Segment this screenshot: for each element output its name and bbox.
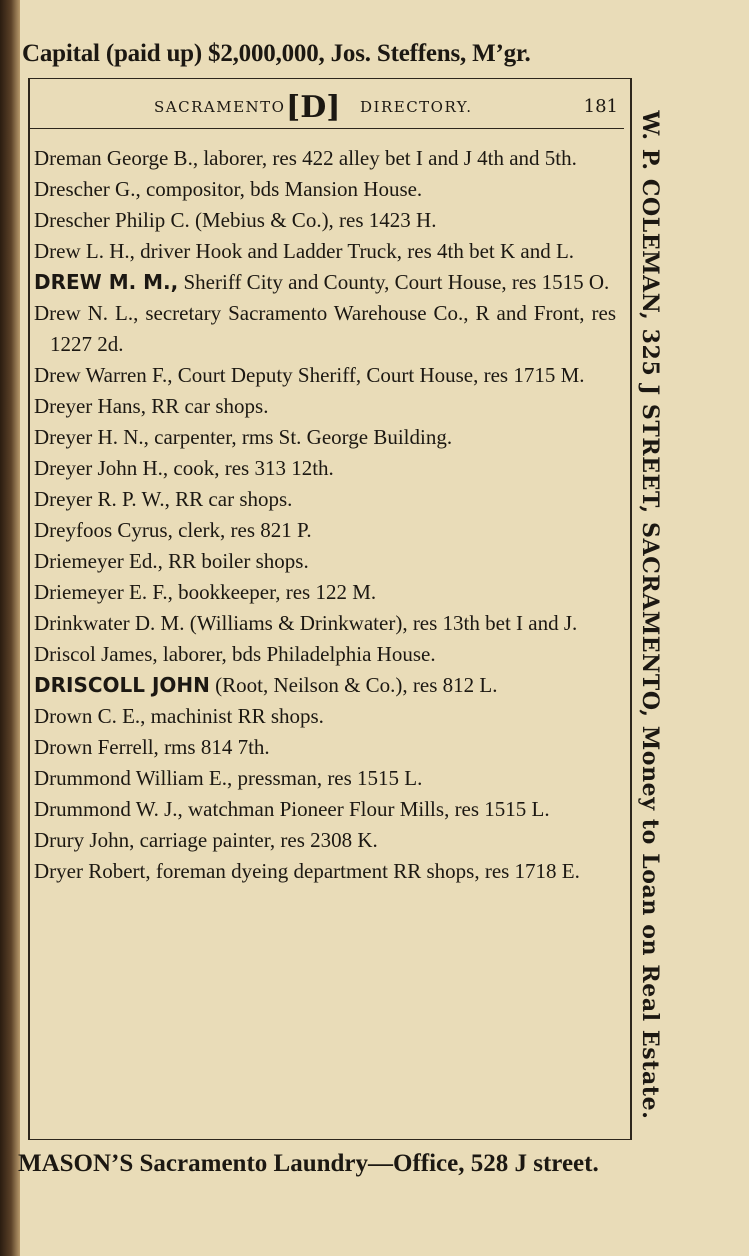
entry-detail: (Root, Neilson & Co.), res 812 L. (215, 673, 498, 697)
entry-detail: bookkeeper, res 122 M. (178, 580, 377, 604)
directory-entry (34, 577, 616, 608)
directory-entry (34, 236, 616, 267)
top-advertisement: Capital (paid up) $2,000,000, Jos. Steffens, M’gr. (22, 40, 531, 67)
entry-detail: (Williams & Drinkwater), res 13th bet I and J. (189, 611, 578, 635)
entry-name: Drury John, (34, 828, 135, 852)
entry-detail: driver Hook and Ladder Truck, res 4th bet K and L. (140, 239, 575, 263)
directory-entry (34, 484, 616, 515)
entry-name: Driemeyer E. F., (34, 580, 173, 604)
entry-detail: compositor, bds Mansion House. (145, 177, 423, 201)
directory-entry (34, 267, 616, 298)
entry-name: Drew N. L., (34, 301, 139, 325)
directory-entry (34, 391, 616, 422)
side-advertisement (624, 70, 676, 1160)
entry-detail: cook, res 313 12th. (173, 456, 334, 480)
directory-entry (34, 639, 616, 670)
entry-detail: RR car shops. (175, 487, 293, 511)
entry-name: Drummond W. J., (34, 797, 183, 821)
entry-detail: clerk, res 821 P. (178, 518, 312, 542)
entry-name: Drescher Philip C. (34, 208, 190, 232)
entry-name: Driemeyer Ed., (34, 549, 163, 573)
directory-entry (34, 205, 616, 236)
directory-entry (34, 546, 616, 577)
directory-entry (34, 608, 616, 639)
entry-name: Dreyer H. N., (34, 425, 149, 449)
directory-entry (34, 856, 616, 887)
entry-name: Dreyer R. P. W., (34, 487, 170, 511)
entry-name: Drew L. H., (34, 239, 135, 263)
directory-entry (34, 453, 616, 484)
directory-entry (34, 298, 616, 360)
directory-entry (34, 143, 616, 174)
directory-entry (34, 763, 616, 794)
entry-name: DRISCOLL JOHN (34, 673, 210, 697)
bottom-advertisement: MASON’S Sacramento Laundry—Office, 528 J street. (18, 1150, 599, 1177)
entry-name: Drown Ferrell, (34, 735, 159, 759)
header-title: DIRECTORY. (360, 98, 473, 116)
header-letter: [D] (286, 90, 341, 125)
entry-detail: foreman dyeing department RR shops, res 1718 E. (155, 859, 580, 883)
entry-detail: pressman, res 1515 L. (237, 766, 423, 790)
entry-name: Drew Warren F., (34, 363, 173, 387)
entry-detail: laborer, res 422 alley bet I and J 4th and 5th. (203, 146, 577, 170)
directory-entry (34, 670, 616, 701)
entry-name: Drescher G., (34, 177, 141, 201)
entry-detail: secretary Sacramento Warehouse Co., R and Front, res 1227 2d. (50, 301, 617, 356)
directory-entry (34, 732, 616, 763)
entry-name: Drinkwater D. M. (34, 611, 185, 635)
book-binding-edge (0, 0, 20, 1256)
entry-name: Dreyer John H., (34, 456, 169, 480)
entry-name: Dreman George B., (34, 146, 199, 170)
entry-detail: RR car shops. (151, 394, 269, 418)
entry-detail: rms 814 7th. (164, 735, 270, 759)
entry-detail: watchman Pioneer Flour Mills, res 1515 L. (188, 797, 550, 821)
entry-detail: (Mebius & Co.), res 1423 H. (194, 208, 437, 232)
side-advertisement-text: W. P. COLEMAN, 325 J STREET, SACRAMENTO, Money to Loan on Real Estate. (637, 110, 663, 1120)
entry-name: Drown C. E., (34, 704, 146, 728)
directory-entry (34, 701, 616, 732)
running-header (30, 88, 624, 129)
entry-name: Dreyer Hans, (34, 394, 146, 418)
entry-name: Dryer Robert, (34, 859, 151, 883)
entry-detail: laborer, bds Philadelphia House. (162, 642, 436, 666)
directory-entry (34, 515, 616, 546)
entry-detail: carriage painter, res 2308 K. (139, 828, 378, 852)
entry-detail: carpenter, rms St. George Building. (154, 425, 453, 449)
entry-detail: machinist RR shops. (150, 704, 324, 728)
page-number: 181 (583, 96, 618, 117)
directory-entries (34, 143, 616, 887)
entry-detail: Sheriff City and County, Court House, res 1515 O. (183, 270, 610, 294)
entry-name: Dreyfoos Cyrus, (34, 518, 173, 542)
directory-entry (34, 422, 616, 453)
entry-name: Driscol James, (34, 642, 158, 666)
entry-name: DREW M. M., (34, 270, 179, 294)
entry-detail: RR boiler shops. (168, 549, 309, 573)
directory-entry (34, 360, 616, 391)
entry-name: Drummond William E., (34, 766, 233, 790)
entry-detail: Court Deputy Sheriff, Court House, res 1715 M. (177, 363, 585, 387)
directory-entry (34, 794, 616, 825)
directory-entry (34, 174, 616, 205)
header-city: SACRAMENTO (154, 98, 286, 116)
directory-entry (34, 825, 616, 856)
